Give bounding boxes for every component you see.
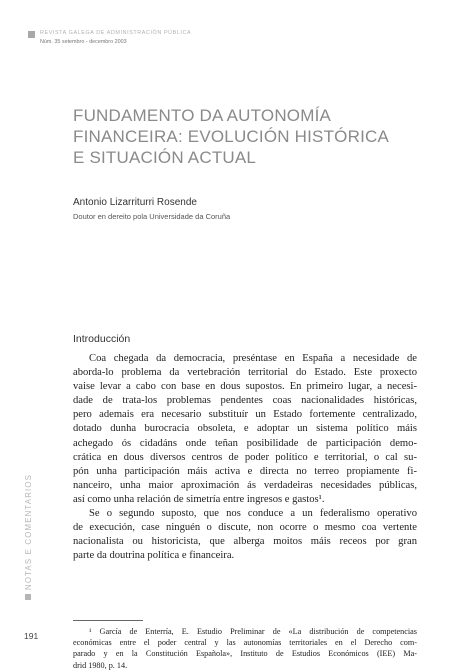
footnote bbox=[73, 626, 417, 671]
journal-name: REVISTA GALEGA DE ADMINISTRACIÓN PÚBLICA bbox=[40, 30, 192, 36]
section-heading: Introducción bbox=[73, 333, 131, 345]
title-line: E SITUACIÓN ACTUAL bbox=[73, 148, 257, 167]
footnote-line: drid 1980, p. 14. bbox=[73, 660, 128, 670]
body-line: aborda-lo problema da vertebración territorial do Estado. Este proxecto bbox=[73, 367, 417, 379]
page-number: 191 bbox=[24, 631, 39, 641]
side-label-text: NOTAS E COMENTARIOS bbox=[24, 473, 33, 590]
body-line: nanceiro, unha maior aproximación ás verdadeiras necesidades públicas, bbox=[73, 479, 417, 491]
body-line: achegado ós cidadáns onde teñan posibilidade de participación demo- bbox=[73, 437, 417, 449]
author-name: Antonio Lizarriturri Rosende bbox=[73, 197, 197, 208]
square-mark-icon bbox=[28, 31, 35, 38]
section-side-label bbox=[24, 474, 33, 600]
footnote-line: económicas entre el poder central y las autonomías territoriales en el Derecho com- bbox=[73, 638, 417, 648]
body-line: pero ademais era necesario substituír un Estado fortemente centralizado, bbox=[73, 409, 417, 421]
title-line: FINANCEIRA: EVOLUCIÓN HISTÓRICA bbox=[73, 127, 390, 146]
body-line: de execución, case ninguén o discute, non ocorre o mesmo coa vertente bbox=[73, 522, 417, 534]
body-line: parte da doutrina política e financeira. bbox=[73, 550, 235, 562]
body-line: así como unha relación de simetría entre ingresos e gastos¹. bbox=[73, 493, 325, 505]
body-text bbox=[73, 352, 417, 563]
author-affiliation: Doutor en dereito pola Universidade da Coruña bbox=[73, 212, 231, 221]
body-line: vaise levar a cabo con base en dous supostos. En primeiro lugar, a necesi- bbox=[73, 381, 417, 393]
issue-info: Núm. 35 setembro - decembro 2003 bbox=[40, 39, 127, 45]
article-title bbox=[73, 105, 413, 168]
footnote-divider bbox=[73, 620, 143, 621]
body-line: Coa chegada da democracia, preséntase en España a necesidade de bbox=[89, 353, 417, 364]
footnote-line: parado y en la Constitución Española», Instituto de Estudios Económicos (IEE) Ma- bbox=[73, 649, 417, 659]
body-line: dotado dunha burocracia obsoleta, e adoptar un sistema político máis bbox=[73, 423, 417, 435]
body-line: crática en dous diversos centros de poder político e territorial, o cal su- bbox=[73, 451, 417, 463]
body-line: dade de trata-los problemas pendentes coas nacionalidades históricas, bbox=[73, 395, 417, 407]
title-line: FUNDAMENTO DA AUTONOMÍA bbox=[73, 106, 332, 125]
body-line: Se o segundo suposto, que nos conduce a un federalismo operativo bbox=[89, 508, 417, 520]
body-line: pón unha participación máis activa e directa no terreo propiamente fi- bbox=[73, 465, 417, 477]
square-mark-icon bbox=[25, 594, 31, 600]
body-line: nacionalista ou historicista, que alberga moitos máis receos por gran bbox=[73, 536, 417, 548]
footnote-line: ¹ García de Enterría, E. Estudio Preliminar de «La distribución de competencias bbox=[89, 627, 417, 636]
